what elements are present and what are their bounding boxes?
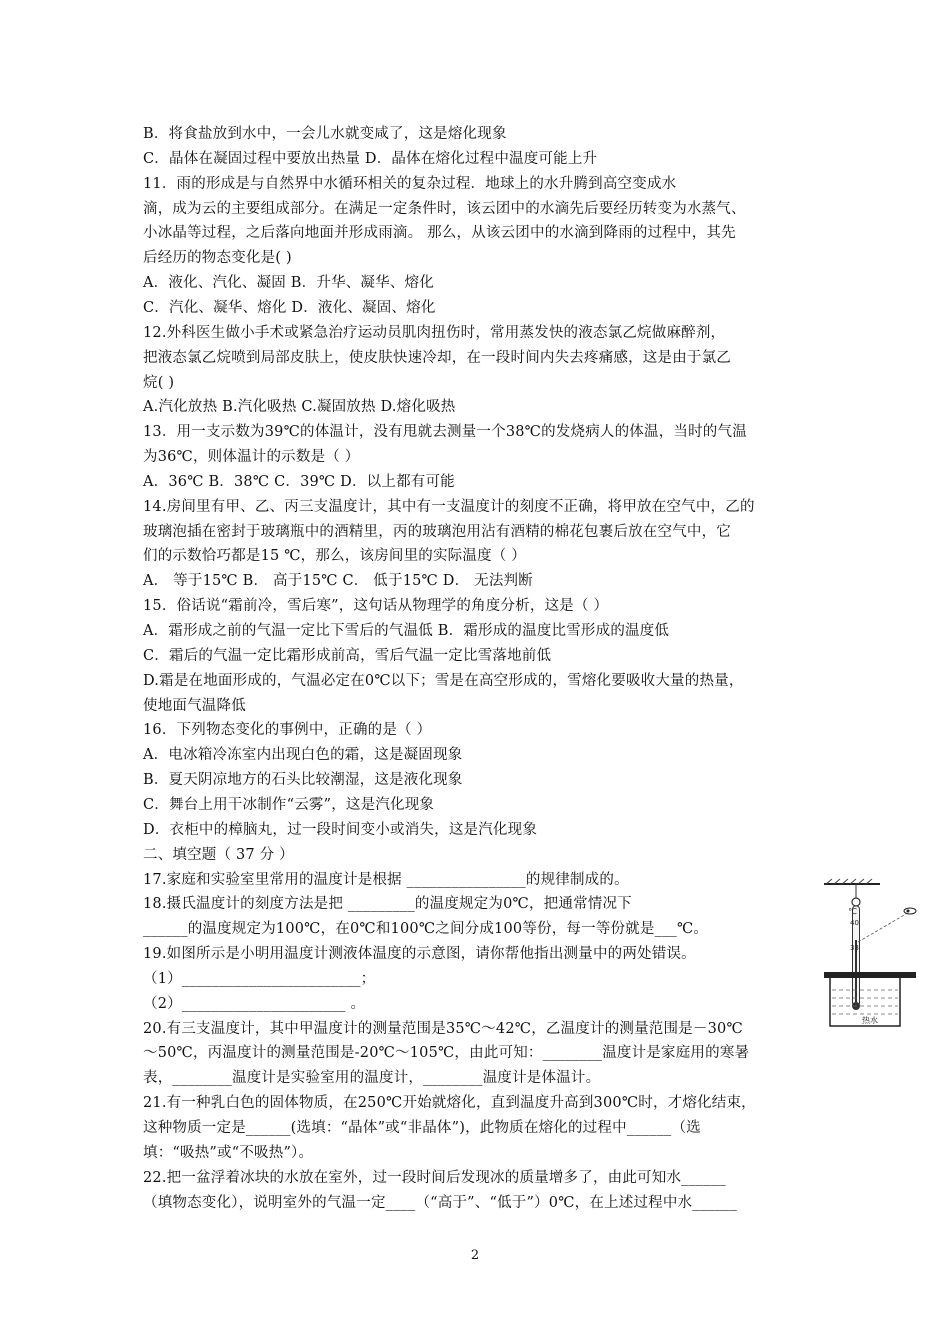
text-line: 填：“吸热”或“不吸热”）。 xyxy=(143,1144,314,1161)
text-line: 17.家庭和实验室里常用的温度计是根据 ________________的规律制成的。 xyxy=(143,871,629,888)
text-line: 使地面气温降低 xyxy=(143,697,246,714)
text-line: 20.有三支温度计，其中甲温度计的测量范围是35℃～42℃，乙温度计的测量范围是－30℃ xyxy=(143,1020,743,1037)
thermometer-figure xyxy=(822,878,920,1030)
text-line: A．36℃ B．38℃ C．39℃ D．以上都有可能 xyxy=(143,473,455,490)
text-line: C．汽化、凝华、熔化 D．液化、凝固、熔化 xyxy=(143,299,436,316)
text-line: 13．用一支示数为39℃的体温计，没有甩就去测量一个38℃的发烧病人的体温，当时的气温 xyxy=(143,424,747,441)
text-line: 滴，成为云的主要组成部分。在满足一定条件时，该云团中的水滴先后要经历转变为水蒸气、 xyxy=(143,200,746,217)
text-line: （2）______________________ 。 xyxy=(143,995,366,1012)
text-line: 12.外科医生做小手术或紧急治疗运动员肌肉扭伤时，常用蒸发快的液态氯乙烷做麻醉剂， xyxy=(143,324,726,341)
text-line: ______的温度规定为100℃，在0℃和100℃之间分成100等份，每一等份就是___℃。 xyxy=(143,921,709,938)
text-line: C．晶体在凝固过程中要放出热量 D．晶体在熔化过程中温度可能上升 xyxy=(143,150,598,167)
text-line: B．夏天阴凉地方的石头比较潮湿，这是液化现象 xyxy=(143,772,463,789)
text-line: A．液化、汽化、凝固 B．升华、凝华、熔化 xyxy=(143,275,434,292)
tick-label-upper: 40 xyxy=(850,919,859,927)
text-line: A．电冰箱冷冻室内出现白色的霜，这是凝固现象 xyxy=(143,747,463,764)
text-line: A． 等于15℃ B． 高于15℃ C． 低于15℃ D． 无法判断 xyxy=(143,573,533,590)
text-line: B．将食盐放到水中，一会儿水就变咸了，这是熔化现象 xyxy=(143,126,507,142)
text-line: 11．雨的形成是与自然界中水循环相关的复杂过程．地球上的水升腾到高空变成水 xyxy=(143,175,677,192)
text-line: 小冰晶等过程，之后落向地面并形成雨滴。 那么，从该云团中的水滴到降雨的过程中，其先 xyxy=(143,225,736,242)
text-line: 14.房间里有甲、乙、丙三支温度计，其中有一支温度计的刻度不正确，将甲放在空气中，乙的 xyxy=(143,498,755,515)
text-line: 二、填空题（ 37 分 ） xyxy=(143,846,294,863)
text-line: 后经历的物态变化是( ) xyxy=(143,250,292,267)
text-line: 22.把一盆浮着冰块的水放在室外，过一段时间后发现冰的质量增多了，由此可知水______ xyxy=(143,1169,726,1186)
text-line: 烷( ) xyxy=(143,374,175,391)
text-line: 15．俗话说“霜前冷，雪后寒”，这句话从物理学的角度分析，这是（ ） xyxy=(143,598,609,615)
unit-label: ℃ xyxy=(848,907,857,916)
text-line: C．霜后的气温一定比霜形成前高，雪后气温一定比雪落地前低 xyxy=(143,647,552,664)
page-number: 2 xyxy=(470,1248,480,1263)
text-line: 玻璃泡插在密封于玻璃瓶中的酒精里，丙的玻璃泡用沾有酒精的棉花包裹后放在空气中，它 xyxy=(143,523,731,540)
beaker-label: 热水 xyxy=(862,1016,878,1025)
text-line: ～50℃，丙温度计的测量范围是-20℃～105℃，由此可知：________温度计是家庭用的寒暑 xyxy=(143,1045,750,1062)
text-line: 21.有一种乳白色的固体物质，在250℃开始就熔化，直到温度升高到300℃时，才熔化结束， xyxy=(143,1095,756,1112)
text-line: 18.摄氏温度计的刻度方法是把 _________的温度规定为0℃，把通常情况下 xyxy=(143,896,632,913)
text-line: 16．下列物态变化的事例中，正确的是（ ） xyxy=(143,722,432,739)
text-line: D.霜是在地面形成的，气温必定在0℃以下；雪是在高空形成的，雪熔化要吸收大量的热量， xyxy=(143,672,744,689)
text-line: 们的示数恰巧都是15 ℃，那么，该房间里的实际温度（ ） xyxy=(143,548,526,565)
tick-label-lower: 33 xyxy=(850,944,859,952)
text-line: 把液态氯乙烷喷到局部皮肤上，使皮肤快速冷却，在一段时间内失去疼痛感，这是由于氯乙 xyxy=(143,349,731,366)
text-line: （填物态变化），说明室外的气温一定____（“高于”、“低于”）0℃，在上述过程中水______ xyxy=(143,1194,737,1211)
text-line: A.汽化放热 B.汽化吸热 C.凝固放热 D.熔化吸热 xyxy=(143,399,456,416)
text-line: （1）________________________； xyxy=(143,970,376,987)
text-line: 表，________温度计是实验室用的温度计，________温度计是体温计。 xyxy=(143,1070,601,1087)
text-line: 这种物质一定是______(选填：“晶体”或“非晶体”)，此物质在熔化的过程中______（选 xyxy=(143,1120,701,1136)
eye-icon xyxy=(904,908,916,914)
text-line: D．衣柜中的樟脑丸，过一段时间变小或消失，这是汽化现象 xyxy=(143,821,538,838)
text-line: 19.如图所示是小明用温度计测液体温度的示意图，请你帮他指出测量中的两处错误。 xyxy=(143,946,696,963)
text-line: C．舞台上用干冰制作“云雾”，这是汽化现象 xyxy=(143,796,435,813)
text-line: A．霜形成之前的气温一定比下雪后的气温低 B．霜形成的温度比雪形成的温度低 xyxy=(143,623,670,639)
text-line: 为36℃，则体温计的示数是（ ） xyxy=(143,449,360,466)
